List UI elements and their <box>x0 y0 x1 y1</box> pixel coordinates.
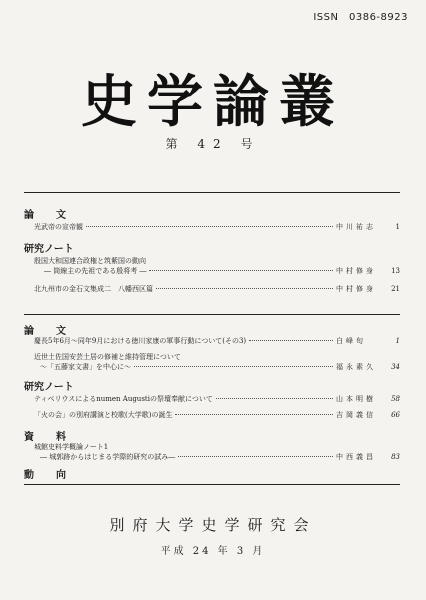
entry-title: 「火の会」の別府講演と校歌(大学歌)の誕生 <box>34 411 173 419</box>
entry-title: 光武帝の宣帝観 <box>34 223 83 231</box>
entry-author: 福永素久 <box>336 363 376 371</box>
leader-dots <box>249 340 333 341</box>
entry-page: 83 <box>391 453 400 461</box>
entry-title: 慶長5年6月～同年9月における徳川家康の軍事行動について(その3) <box>34 337 247 345</box>
divider-middle <box>24 314 400 315</box>
entry-author: 中川祐志 <box>336 223 376 231</box>
entry-author: 中村修身 <box>336 267 376 275</box>
entry-page: 21 <box>391 285 400 293</box>
entry-page: 13 <box>391 267 400 275</box>
toc-entry <box>34 284 400 294</box>
toc-entry <box>34 442 400 462</box>
entry-page: 34 <box>391 363 400 371</box>
entry-author: 山本明樹 <box>336 395 376 403</box>
section-heading-research-notes: 研究ノート <box>24 244 74 255</box>
entry-subtitle: ― 筒線主の先祖である殷将考 ― <box>44 267 147 275</box>
entry-title: 北九州市の金石文集成二 八幡西区篇 <box>34 285 153 293</box>
entry-title: ティベリウスによるnumen Augustiの祭壇奉献について <box>34 395 213 403</box>
entry-page: 66 <box>391 411 400 419</box>
section-heading-research-notes: 研究ノート <box>24 382 74 393</box>
leader-dots <box>134 366 333 367</box>
section-heading-materials: 資 料 <box>24 432 72 443</box>
toc-entry <box>34 410 400 420</box>
toc-entry <box>34 336 400 346</box>
entry-subtitle: ― 城郭跡からはじまる学際的研究の試み― <box>40 453 176 461</box>
publication-date: 平成 24 年 3 月 <box>160 546 266 557</box>
journal-title: 史学論叢 <box>81 69 345 135</box>
leader-dots <box>216 398 333 399</box>
entry-page: 1 <box>395 223 400 231</box>
issue-number: 第 42 号 <box>165 137 261 151</box>
leader-dots <box>149 270 333 271</box>
leader-dots <box>86 226 333 227</box>
entry-title: 殷国大和国連合政権と筑紫国の動向 <box>34 257 146 265</box>
publisher-name: 別府大学史学研究会 <box>109 516 317 534</box>
leader-dots <box>175 414 333 415</box>
issn-number: ISSN 0386-8923 <box>313 12 408 23</box>
entry-author: 中西義昌 <box>336 453 376 461</box>
entry-title: 近世土佐国安芸土居の修補と維持管理について <box>34 353 181 361</box>
entry-author: 吉岡義信 <box>336 411 376 419</box>
entry-author: 中村修身 <box>336 285 376 293</box>
leader-dots <box>178 456 333 457</box>
toc-entry <box>34 256 400 276</box>
leader-dots <box>156 288 333 289</box>
toc-entry <box>34 394 400 404</box>
toc-entry <box>34 222 400 232</box>
section-heading-articles: 論 文 <box>24 326 72 337</box>
entry-page: 1 <box>395 337 400 345</box>
entry-title: 城館史料学概論ノート1 <box>34 443 109 451</box>
toc-entry <box>34 352 400 372</box>
entry-subtitle: ～「五藤家文書」を中心に～ <box>40 363 131 371</box>
divider-top <box>24 192 400 193</box>
section-heading-articles: 論 文 <box>24 210 72 221</box>
entry-author: 白峰旬 <box>336 337 366 345</box>
divider-bottom <box>24 484 400 485</box>
section-heading-trends: 動 向 <box>24 470 72 481</box>
entry-page: 58 <box>391 395 400 403</box>
